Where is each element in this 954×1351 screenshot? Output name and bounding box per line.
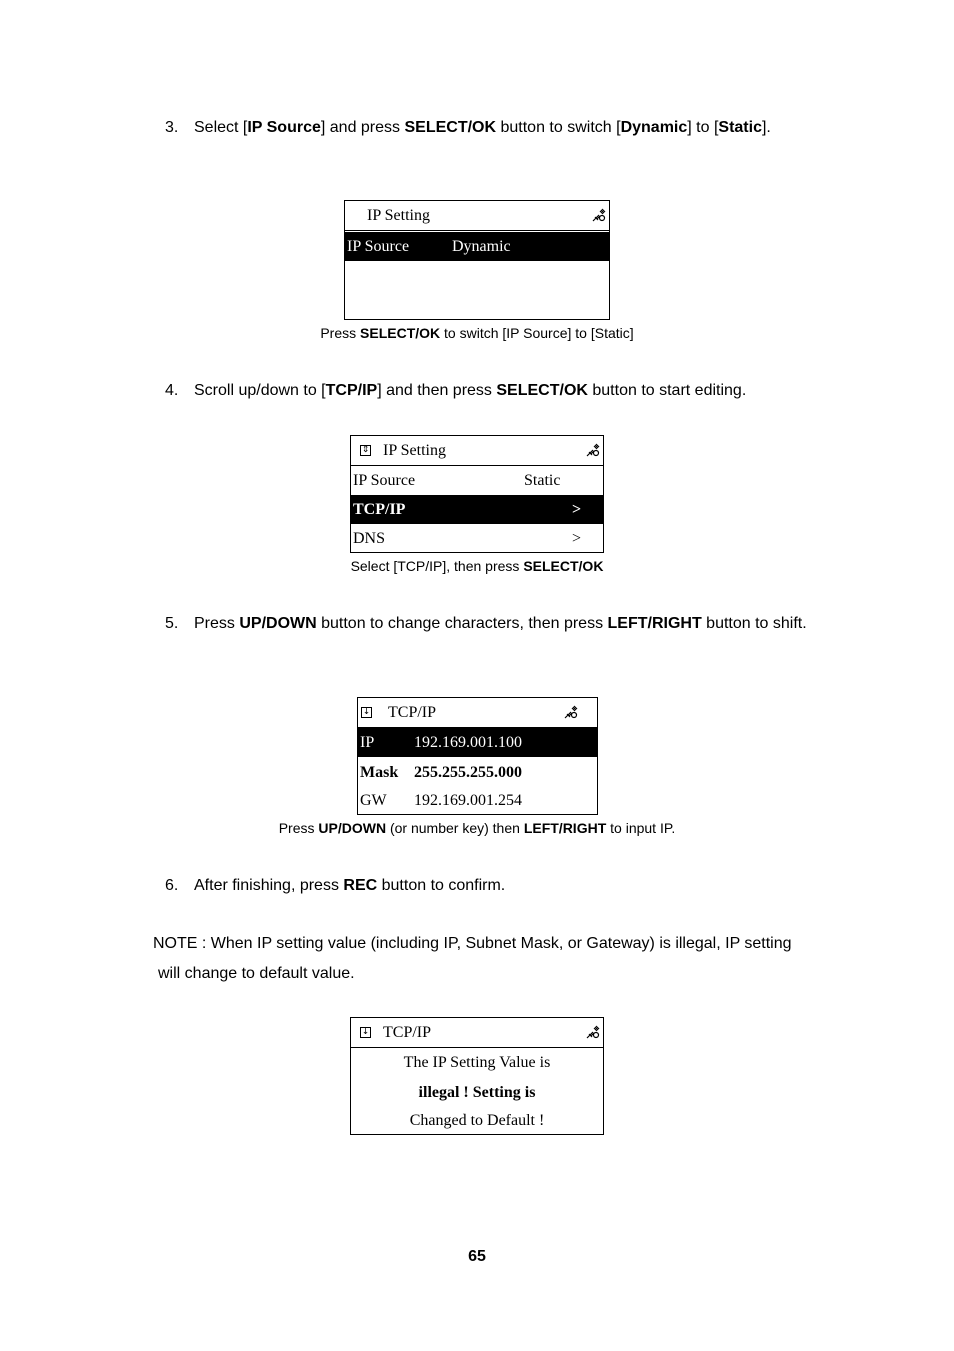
lcd-row-gw	[358, 786, 597, 815]
lcd-row-value: Static	[524, 472, 561, 489]
caption-3: Press UP/DOWN (or number key) then LEFT/RIGHT to input IP.	[278, 820, 676, 836]
step-number: 4.	[165, 382, 179, 399]
lcd-row-label: DNS	[353, 530, 386, 547]
step-text: Scroll up/down to [TCP/IP] and then press SELECT/OK button to start editing.	[194, 382, 747, 399]
lcd-message-line-1	[351, 1048, 603, 1077]
lcd-row-tcp-ip	[351, 495, 603, 524]
lcd-screen-ip-setting-static	[350, 435, 604, 553]
message-text: The IP Setting Value is	[403, 1054, 551, 1071]
lcd-row-label: IP Source	[347, 238, 410, 255]
lcd-row-label: IP Source	[353, 472, 416, 489]
lcd-row-value: 192.169.001.100	[414, 734, 522, 751]
antenna-icon	[563, 698, 579, 731]
step-number: 3.	[165, 119, 179, 136]
lcd-title: TCP/IP	[388, 704, 437, 721]
page-number: 65	[468, 1248, 486, 1265]
note-paragraph	[153, 929, 833, 989]
scroll-down-icon: ↓	[362, 707, 371, 717]
lcd-screen-ip-setting	[344, 200, 610, 320]
antenna-icon	[591, 201, 607, 234]
step-text: Select [IP Source] and press SELECT/OK button to switch [Dynamic] to [Static].	[194, 119, 771, 136]
lcd-row-ip	[358, 728, 597, 757]
lcd-row-label: GW	[360, 792, 387, 809]
lcd-row-arrow: >	[572, 501, 582, 518]
step-text: Press UP/DOWN button to change characters, then press LEFT/RIGHT button to shift.	[194, 615, 807, 632]
lcd-row-label: Mask	[360, 764, 399, 781]
lcd-row-value: Dynamic	[452, 238, 511, 255]
step-number: 6.	[165, 877, 179, 894]
step-number: 5.	[165, 615, 179, 632]
lcd-row-value: 255.255.255.000	[414, 764, 522, 781]
lcd-row-ip-source	[351, 466, 603, 495]
note-line-2: will change to default value.	[158, 965, 355, 982]
lcd-message-line-2	[351, 1078, 603, 1107]
caption-1: Press SELECT/OK to switch [IP Source] to [Static]	[320, 325, 634, 341]
lcd-row-arrow: >	[572, 530, 582, 547]
lcd-row-value: 192.169.001.254	[414, 792, 522, 809]
note-line-1: NOTE : When IP setting value (including IP, Subnet Mask, or Gateway) is illegal, IP setting	[153, 935, 792, 952]
lcd-header	[345, 201, 609, 231]
caption-2: Select [TCP/IP], then press SELECT/OK	[350, 558, 604, 574]
lcd-row-dns	[351, 524, 603, 553]
lcd-row-label: TCP/IP	[353, 501, 406, 518]
lcd-title: IP Setting	[367, 207, 430, 224]
lcd-title: TCP/IP	[383, 1024, 432, 1041]
lcd-row-ip-source	[345, 232, 609, 261]
lcd-title: IP Setting	[383, 442, 446, 459]
scroll-updown-icon: ⇕	[361, 445, 370, 455]
lcd-header	[351, 436, 603, 466]
antenna-icon	[585, 1018, 601, 1051]
message-text: Changed to Default !	[409, 1112, 545, 1129]
lcd-screen-tcp-ip	[357, 697, 598, 815]
lcd-screen-illegal-warning	[350, 1017, 604, 1135]
antenna-icon	[585, 436, 601, 469]
lcd-message-line-3	[351, 1106, 603, 1135]
lcd-row-mask	[358, 758, 597, 787]
message-text: illegal ! Setting is	[418, 1084, 536, 1101]
scroll-down-icon: ↓	[361, 1027, 370, 1037]
lcd-row-label: IP	[360, 734, 375, 751]
lcd-header	[351, 1018, 603, 1048]
lcd-header	[358, 698, 597, 728]
step-text: After finishing, press REC button to confirm.	[194, 877, 506, 894]
